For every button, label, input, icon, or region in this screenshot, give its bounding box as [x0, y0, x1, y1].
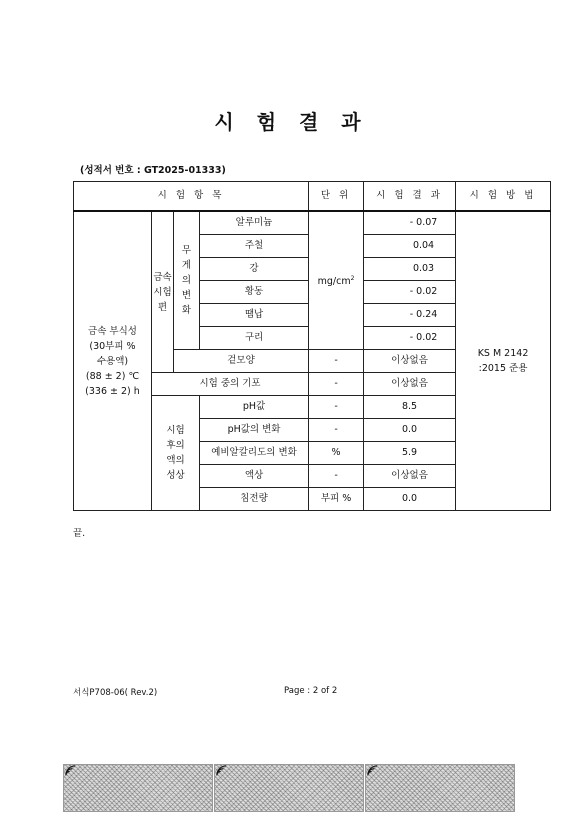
metal-name: 구리 [200, 327, 309, 350]
post-test-unit: - [309, 465, 364, 488]
foaming-result: 이상없음 [364, 373, 456, 396]
security-pattern-strip [214, 764, 364, 812]
metal-name: 황동 [200, 281, 309, 304]
header-result: 시 험 결 과 [364, 182, 456, 212]
table-row [74, 211, 551, 235]
table-header-row [74, 182, 551, 212]
form-code: 서식P708-06( Rev.2) [73, 688, 158, 698]
post-test-result: 8.5 [364, 396, 456, 419]
metal-name: 강 [200, 258, 309, 281]
header-item: 시 험 항 목 [74, 182, 309, 212]
metal-name: 땜납 [200, 304, 309, 327]
post-test-name: 액상 [200, 465, 309, 488]
security-pattern-strip [365, 764, 515, 812]
header-unit: 단 위 [309, 182, 364, 212]
post-test-result: 5.9 [364, 442, 456, 465]
post-test-result: 0.0 [364, 488, 456, 511]
weight-unit: $mg/cm^2$ [309, 211, 364, 350]
page-title: 시 험 결 과 [214, 110, 369, 134]
metal-name: 알루미늄 [200, 211, 309, 235]
swirl-icon [65, 765, 76, 776]
metal-result: 0.04 [364, 235, 456, 258]
post-test-result: 0.0 [364, 419, 456, 442]
foaming-unit: - [309, 373, 364, 396]
weight-change-label: 무 게 의 변 화 [174, 211, 200, 350]
post-test-unit: % [309, 442, 364, 465]
post-test-unit: - [309, 419, 364, 442]
metal-result: - 0.02 [364, 281, 456, 304]
post-test-unit: 부피 % [309, 488, 364, 511]
post-test-name: 침전량 [200, 488, 309, 511]
corrosion-group-label: 금속 부식성 (30부피 % 수용액) (88 ± 2) ℃ (336 ± 2) h [74, 211, 152, 511]
metal-result: - 0.24 [364, 304, 456, 327]
post-test-name: pH값의 변화 [200, 419, 309, 442]
foaming-name: 시험 중의 기포 [152, 373, 309, 396]
appearance-result: 이상없음 [364, 350, 456, 373]
metal-name: 주철 [200, 235, 309, 258]
metal-result: - 0.07 [364, 211, 456, 235]
swirl-icon [367, 765, 378, 776]
security-pattern-strip [63, 764, 213, 812]
test-results-table [73, 181, 551, 511]
appearance-unit: - [309, 350, 364, 373]
certificate-number: (성적서 번호 : GT2025-01333) [80, 165, 226, 176]
post-test-name: pH값 [200, 396, 309, 419]
metal-specimen-label: 금속 시험 편 [152, 211, 174, 373]
appearance-name: 겉모양 [174, 350, 309, 373]
post-test-name: 예비알칼리도의 변화 [200, 442, 309, 465]
post-test-result: 이상없음 [364, 465, 456, 488]
end-mark: 끝. [73, 528, 86, 539]
post-test-unit: - [309, 396, 364, 419]
metal-result: 0.03 [364, 258, 456, 281]
post-test-liquid-label: 시험 후의 액의 성상 [152, 396, 200, 511]
swirl-icon [216, 765, 227, 776]
metal-result: - 0.02 [364, 327, 456, 350]
header-method: 시 험 방 법 [456, 182, 551, 212]
page-number: Page : 2 of 2 [284, 686, 338, 696]
test-method: KS M 2142 :2015 준용 [456, 211, 551, 511]
